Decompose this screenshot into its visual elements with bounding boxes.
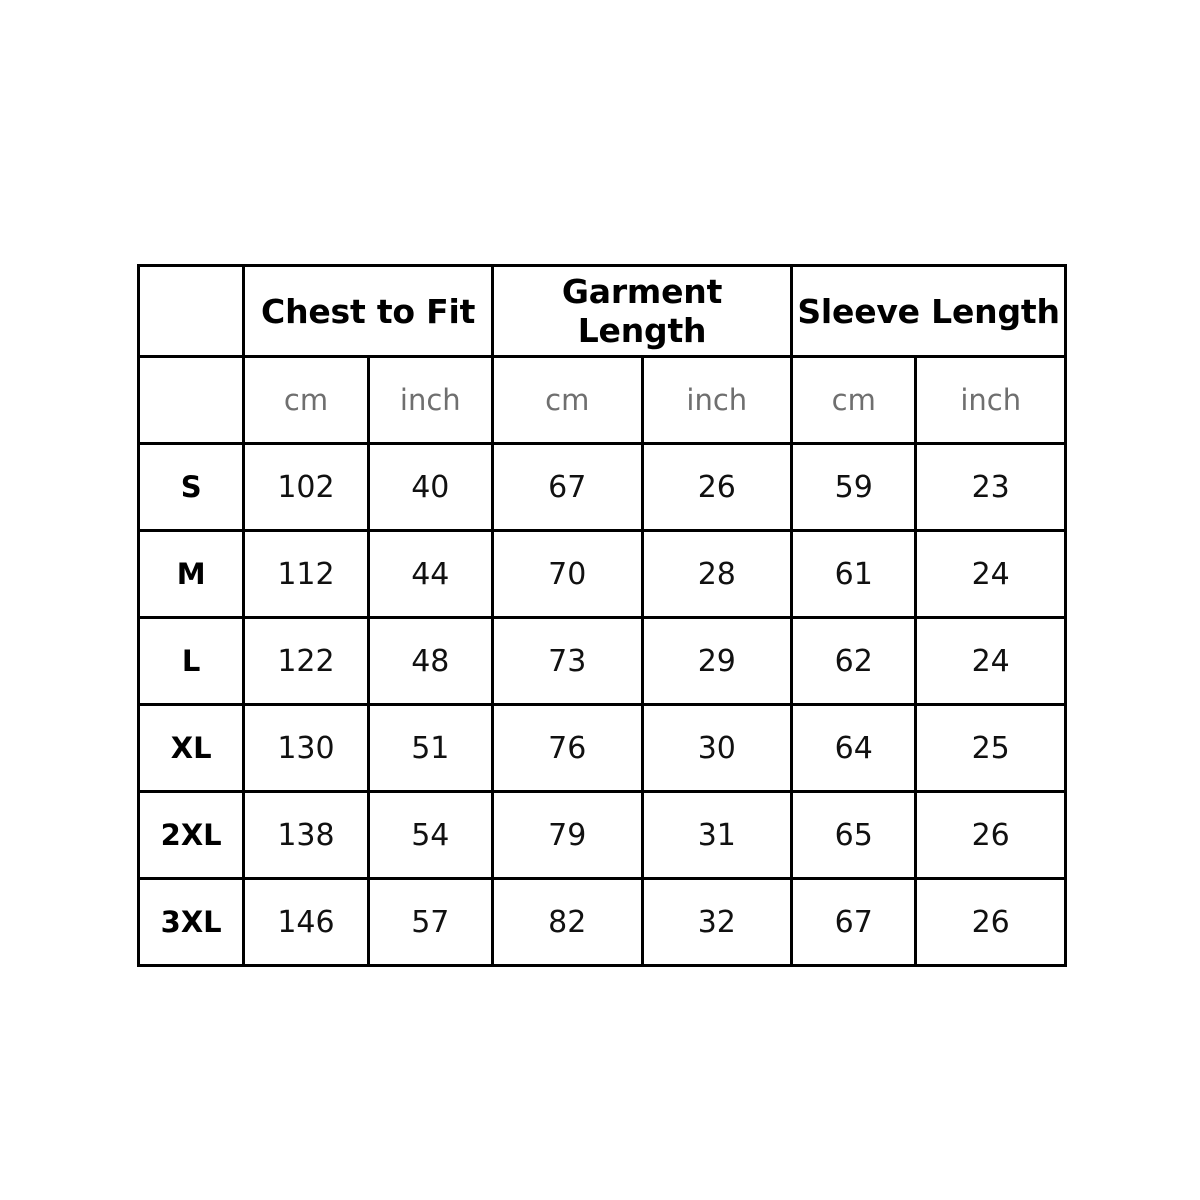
group-header-chest: Chest to Fit (244, 266, 493, 357)
unit-header-sleeve-cm: cm (792, 357, 916, 444)
cell-sleeve-cm: 67 (792, 879, 916, 966)
size-chart-table (137, 264, 1067, 967)
cell-chest-inch: 54 (368, 792, 492, 879)
cell-chest-cm: 130 (244, 705, 368, 792)
cell-sleeve-inch: 24 (916, 618, 1066, 705)
row-size-label: 3XL (139, 879, 244, 966)
size-chart-container (137, 264, 1067, 967)
table-row (139, 531, 1066, 618)
table-body (139, 444, 1066, 966)
cell-sleeve-inch: 24 (916, 531, 1066, 618)
group-header-sleeve-length: Sleeve Length (792, 266, 1066, 357)
corner-cell-unit-row (139, 357, 244, 444)
table-row (139, 879, 1066, 966)
cell-garment-inch: 30 (642, 705, 792, 792)
cell-garment-cm: 76 (492, 705, 642, 792)
table-row (139, 705, 1066, 792)
table-row (139, 618, 1066, 705)
cell-garment-cm: 70 (492, 531, 642, 618)
table-row (139, 792, 1066, 879)
cell-chest-inch: 57 (368, 879, 492, 966)
unit-header-chest-inch: inch (368, 357, 492, 444)
unit-header-row (139, 357, 1066, 444)
row-size-label: S (139, 444, 244, 531)
cell-sleeve-cm: 65 (792, 792, 916, 879)
cell-sleeve-inch: 26 (916, 792, 1066, 879)
cell-chest-inch: 40 (368, 444, 492, 531)
cell-chest-inch: 48 (368, 618, 492, 705)
corner-cell (139, 266, 244, 357)
cell-garment-inch: 32 (642, 879, 792, 966)
row-size-label: 2XL (139, 792, 244, 879)
unit-header-chest-cm: cm (244, 357, 368, 444)
cell-sleeve-inch: 23 (916, 444, 1066, 531)
table-header (139, 266, 1066, 444)
cell-sleeve-cm: 62 (792, 618, 916, 705)
table-row (139, 444, 1066, 531)
cell-garment-cm: 73 (492, 618, 642, 705)
cell-garment-inch: 28 (642, 531, 792, 618)
cell-sleeve-cm: 59 (792, 444, 916, 531)
cell-chest-inch: 44 (368, 531, 492, 618)
cell-garment-cm: 67 (492, 444, 642, 531)
row-size-label: XL (139, 705, 244, 792)
cell-chest-cm: 138 (244, 792, 368, 879)
cell-sleeve-inch: 25 (916, 705, 1066, 792)
cell-chest-inch: 51 (368, 705, 492, 792)
row-size-label: M (139, 531, 244, 618)
row-size-label: L (139, 618, 244, 705)
cell-garment-inch: 31 (642, 792, 792, 879)
cell-garment-cm: 82 (492, 879, 642, 966)
cell-chest-cm: 112 (244, 531, 368, 618)
cell-chest-cm: 102 (244, 444, 368, 531)
cell-chest-cm: 122 (244, 618, 368, 705)
cell-sleeve-cm: 61 (792, 531, 916, 618)
cell-chest-cm: 146 (244, 879, 368, 966)
cell-garment-cm: 79 (492, 792, 642, 879)
unit-header-garment-cm: cm (492, 357, 642, 444)
unit-header-garment-inch: inch (642, 357, 792, 444)
cell-sleeve-inch: 26 (916, 879, 1066, 966)
cell-sleeve-cm: 64 (792, 705, 916, 792)
cell-garment-inch: 26 (642, 444, 792, 531)
cell-garment-inch: 29 (642, 618, 792, 705)
group-header-row (139, 266, 1066, 357)
unit-header-sleeve-inch: inch (916, 357, 1066, 444)
group-header-garment-length: Garment Length (492, 266, 791, 357)
